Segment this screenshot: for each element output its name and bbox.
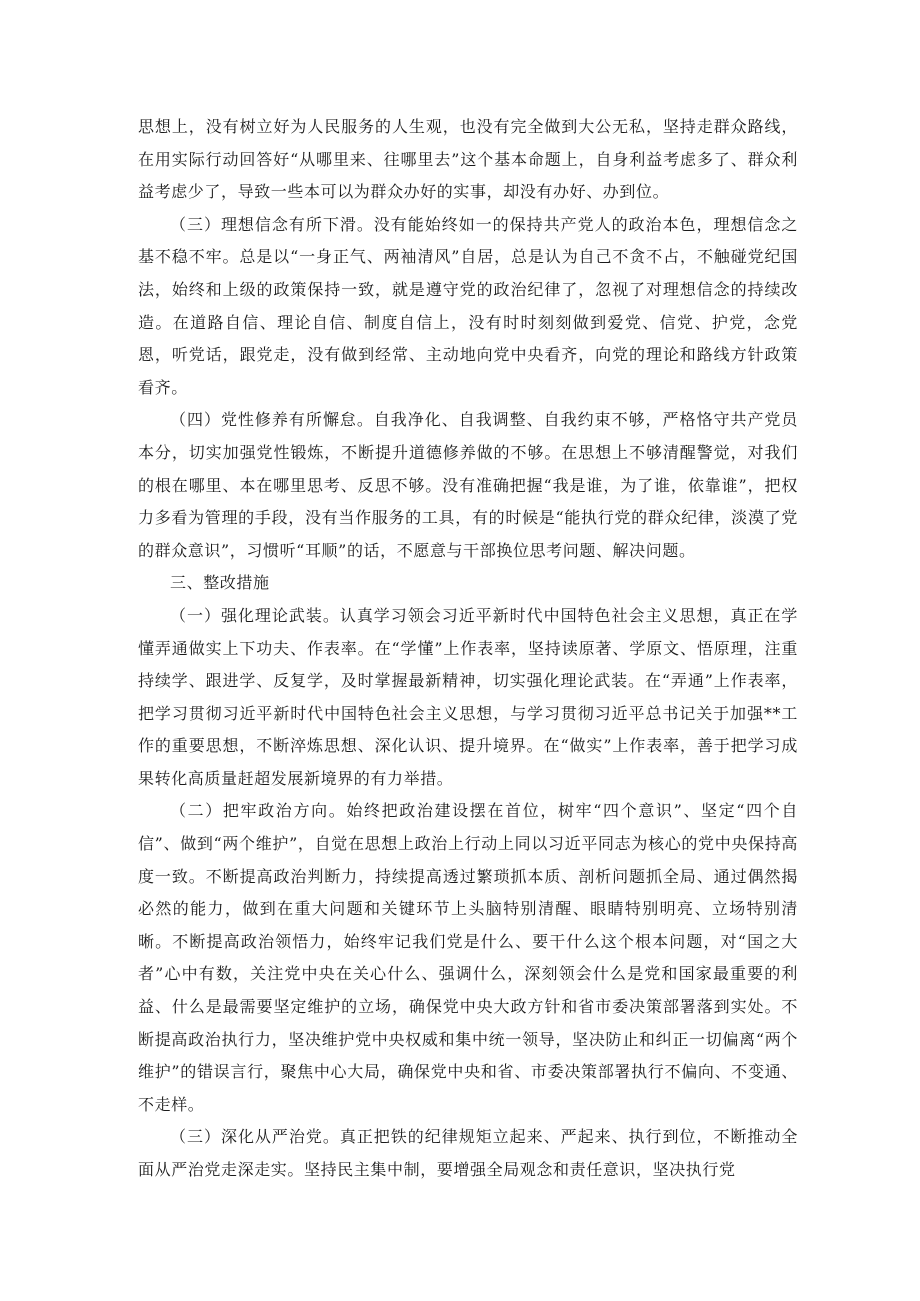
document-body <box>138 111 798 1187</box>
paragraph-ideals-beliefs: （三）理想信念有所下滑。没有能始终如一的保持共产党人的政治本色，理想信念之基不稳不牢。总是以“一身正气、两袖清风”自居，总是认为自己不贪不占，不触碰党纪国法，始终和上级的政策保持一致，就是遵守党的政治纪律了，忽视了对理想信念的持续改造。在道路自信、理论自信、制度自信上，没有时时刻刻做到爱党、信党、护党，念党恩，听党话，跟党走，没有做到经常、主动地向党中央看齐，向党的理论和路线方针政策看齐。 <box>138 214 798 397</box>
paragraph-continuation: 思想上，没有树立好为人民服务的人生观，也没有完全做到大公无私，坚持走群众路线，在用实际行动回答好“从哪里来、往哪里去”这个基本命题上，自身利益考虑多了、群众利益考虑少了，导致一些本可以为群众办好的实事，却没有办好、办到位。 <box>138 117 798 202</box>
paragraph-strict-governance: （三）深化从严治党。真正把铁的纪律规矩立起来、严起来、执行到位，不断推动全面从严治党走深走实。坚持民主集中制，要增强全局观念和责任意识，坚决执行党 <box>138 1127 798 1179</box>
section-heading-rectification: 三、整改措施 <box>170 573 270 593</box>
paragraph-theory-armament: （一）强化理论武装。认真学习领会习近平新时代中国特色社会主义思想，真正在学懂弄通做实上下功夫、作表率。在“学懂”上作表率，坚持读原著、学原文、悟原理，注重持续学、跟进学、反复学，及时掌握最新精神，切实强化理论武装。在“弄通”上作表率，把学习贯彻习近平新时代中国特色社会主义思想，与学习贯彻习近平总书记关于加强**工作的重要思想，不断淬炼思想、深化认识、提升境界。在“做实”上作表率，善于把学习成果转化高质量赶超发展新境界的有力举措。 <box>138 605 798 788</box>
paragraph-party-cultivation: （四）党性修养有所懈怠。自我净化、自我调整、自我约束不够，严格恪守共产党员本分，切实加强党性锻炼，不断提升道德修养做的不够。在思想上不够清醒警觉，对我们的根在哪里、本在哪里思考、反思不够。没有准确把握“我是谁，为了谁，依靠谁”，把权力多看为管理的手段，没有当作服务的工具，有的时候是“能执行党的群众纪律，淡漠了党的群众意识”，习惯听“耳顺”的话，不愿意与干部换位思考问题、解决问题。 <box>138 410 798 560</box>
paragraph-political-direction: （二）把牢政治方向。始终把政治建设摆在首位，树牢“四个意识”、坚定“四个自信”、做到“两个维护”，自觉在思想上政治上行动上同以习近平同志为核心的党中央保持高度一致。不断提高政治判断力，持续提高透过繁琐抓本质、剖析问题抓全局、通过偶然揭必然的能力，做到在重大问题和关键环节上头脑特别清醒、眼睛特别明亮、立场特别清晰。不断提高政治领悟力，始终牢记我们党是什么、要干什么这个根本问题，对“国之大者”心中有数，关注党中央在关心什么、强调什么，深刻领会什么是党和国家最重要的利益、什么是最需要坚定维护的立场，确保党中央大政方针和省市委决策部署落到实处。不断提高政治执行力，坚决维护党中央权威和集中统一领导，坚决防止和纠正一切偏离“两个维护”的错误言行，聚焦中心大局，确保党中央和省、市委决策部署执行不偏向、不变通、不走样。 <box>138 801 798 1114</box>
